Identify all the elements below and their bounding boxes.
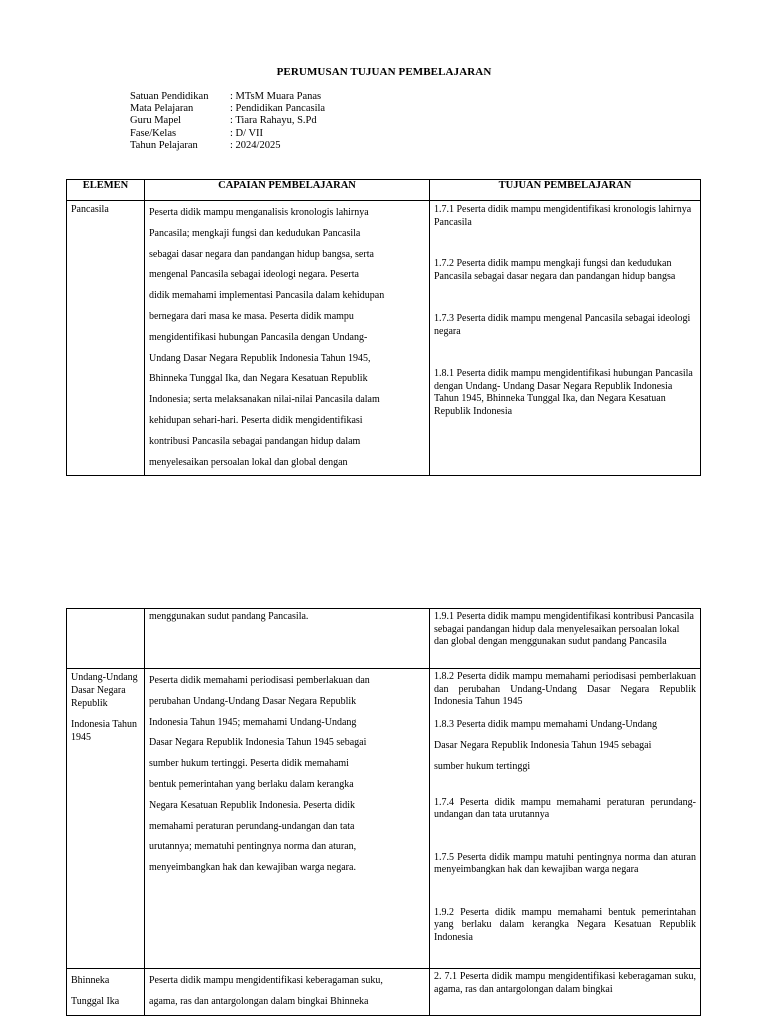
text-line: didik memahami implementasi Pancasila dalam kehidupan xyxy=(149,290,385,302)
info-label: Tahun Pelajaran xyxy=(130,139,198,151)
text-line: Negara Kesatuan Republik Indonesia. Peserta didik xyxy=(149,799,356,811)
info-row-tahun xyxy=(130,140,325,152)
text-line: agama, ras dan antargolongan dalam bingkai Bhinneka xyxy=(149,995,369,1007)
text-line: sumber hukum tertinggi. Peserta didik memahami xyxy=(149,758,349,770)
text-line: Peserta didik mampu menganalisis kronologis lahirnya xyxy=(149,207,369,218)
info-row-fase xyxy=(130,128,325,140)
text-line: menyeimbangkan hak dan kewajiban warga negara. xyxy=(149,862,356,874)
text-line: Dasar Negara Republik Indonesia Tahun 1945 sebagai xyxy=(149,737,367,749)
document-info xyxy=(130,91,325,152)
text-line: Tunggal Ika xyxy=(71,995,120,1007)
element-cell xyxy=(67,201,145,476)
text-line: bentuk pemerintahan yang berlaku dalam kerangka xyxy=(149,778,354,790)
tujuan-cell xyxy=(430,201,701,476)
tujuan-cell xyxy=(430,969,701,1016)
learning-goals-table-1 xyxy=(66,179,701,476)
learning-goals-table-2 xyxy=(66,608,701,1016)
info-value: : MTsM Muara Panas xyxy=(230,91,322,102)
element-text: Undang-Undang Dasar Negara Republik xyxy=(71,672,138,709)
header-tujuan: TUJUAN PEMBELAJARAN xyxy=(430,180,701,201)
table-row xyxy=(67,669,701,969)
capaian-cell xyxy=(145,609,430,669)
info-label: Fase/Kelas xyxy=(130,127,177,139)
goal-1-8-3 xyxy=(434,714,696,777)
text-line: memahami peraturan perundang-undangan dan tata xyxy=(149,820,355,832)
element-text xyxy=(71,971,140,1013)
info-value: : D/ VII xyxy=(230,127,264,139)
table-row xyxy=(67,201,701,476)
element-text: Indonesia Tahun 1945 xyxy=(71,719,138,743)
text-line: Peserta didik memahami periodisasi pemberlakuan dan xyxy=(149,675,370,686)
text-line: Dasar Negara Republik Indonesia Tahun 1945 sebagai xyxy=(434,739,652,751)
element-cell xyxy=(67,669,145,969)
capaian-text xyxy=(149,971,425,1013)
info-value: : Pendidikan Pancasila xyxy=(230,103,326,115)
text-line: kehidupan sehari-hari. Peserta didik mengidentifikasi xyxy=(149,414,363,426)
text-line: Peserta didik mampu mengidentifikasi keberagaman suku, xyxy=(149,975,383,986)
element-cell xyxy=(67,609,145,669)
table-row xyxy=(67,969,701,1016)
table-row xyxy=(67,609,701,669)
info-value: : 2024/2025 xyxy=(230,139,281,151)
info-row-guru xyxy=(130,115,325,127)
goal-1-7-1: 1.7.1 Peserta didik mampu mengidentifikasi kronologis lahirnya Pancasila xyxy=(434,204,692,228)
capaian-cell xyxy=(145,669,430,969)
info-row-mapel xyxy=(130,103,325,115)
text-line: kontribusi Pancasila sebagai pandangan hidup dalam xyxy=(149,435,361,447)
capaian-text xyxy=(149,203,425,473)
header-elemen: ELEMEN xyxy=(67,180,145,201)
text-line: Indonesia; serta melaksanakan nilai-nilai Pancasila dalam xyxy=(149,394,380,406)
text-line: mengenal Pancasila sebagai ideologi negara. Peserta xyxy=(149,269,359,281)
element-text: Pancasila xyxy=(71,204,109,215)
text-line: sumber hukum tertinggi xyxy=(434,760,531,772)
text-line: perubahan Undang-Undang Dasar Negara Republik xyxy=(149,695,357,707)
text-line: sebagai dasar negara dan pandangan hidup bangsa, serta xyxy=(149,248,374,260)
goal-1-8-1: 1.8.1 Peserta didik mampu mengidentifikasi hubungan Pancasila dengan Undang- Undang Dasar Negara Republik Indonesia Tahun 1945, Bhinneka Tunggal Ika, dan Negara Kesatuan Republik Indonesia xyxy=(434,368,693,417)
tujuan-cell xyxy=(430,609,701,669)
text-line: menyelesaikan persoalan lokal dan global dengan xyxy=(149,456,348,468)
text-line: urutannya; mematuhi pentingnya norma dan aturan, xyxy=(149,841,357,853)
goal-1-7-3: 1.7.3 Peserta didik mampu mengenal Pancasila sebagai ideologi negara xyxy=(434,313,691,337)
text-line: 1.8.3 Peserta didik mampu memahami Undang-Undang xyxy=(434,718,658,730)
capaian-text xyxy=(149,671,425,879)
text-line: mengidentifikasi hubungan Pancasila dengan Undang- xyxy=(149,331,368,343)
goal-1-9-1: 1.9.1 Peserta didik mampu mengidentifikasi kontribusi Pancasila sebagai pandangan hidup dala menyelesaikan persoalan lokal dan global dengan menggunakan sudut pandang Pancasila xyxy=(434,611,694,647)
text-line: bernegara dari masa ke masa. Peserta didik mampu xyxy=(149,310,354,322)
goal-1-7-5: 1.7.5 Peserta didik mampu matuhi pentingnya norma dan aturan menyeimbangkan hak dan kewajiban warga negara xyxy=(434,851,696,875)
goal-2-7-1: 2. 7.1 Peserta didik mampu mengidentifikasi keberagaman suku, agama, ras dan antargolongan dalam bingkai xyxy=(434,971,696,995)
goal-1-7-2: 1.7.2 Peserta didik mampu mengkaji fungsi dan kedudukan Pancasila sebagai dasar negara dan pandangan hidup bangsa xyxy=(434,258,676,282)
info-value: : Tiara Rahayu, S.Pd xyxy=(230,115,317,127)
element-cell xyxy=(67,969,145,1016)
text-line: Undang Dasar Negara Republik Indonesia Tahun 1945, xyxy=(149,352,371,364)
capaian-cell xyxy=(145,201,430,476)
tujuan-cell xyxy=(430,669,701,969)
text-line: Indonesia Tahun 1945; memahami Undang-Undang xyxy=(149,716,357,728)
info-label: Guru Mapel xyxy=(130,115,182,127)
header-capaian: CAPAIAN PEMBELAJARAN xyxy=(145,180,430,201)
goal-1-8-2: 1.8.2 Peserta didik mampu memahami periodisasi pemberlakuan dan perubahan Undang-Undang Dasar Negara Republik Indonesia Tahun 1945 xyxy=(434,671,696,707)
text-line: Bhinneka xyxy=(71,975,110,986)
text-line: Bhinneka Tunggal Ika, dan Negara Kesatuan Republik xyxy=(149,373,368,385)
text-line: Pancasila; mengkaji fungsi dan kedudukan Pancasila xyxy=(149,227,361,239)
info-row-satuan xyxy=(130,91,325,103)
goal-1-9-2: 1.9.2 Peserta didik mampu memahami bentuk pemerintahan yang berlaku dalam kerangka Negara Kesatuan Republik Indonesia xyxy=(434,906,696,943)
info-label: Satuan Pendidikan xyxy=(130,91,209,102)
goal-1-7-4: 1.7.4 Peserta didik mampu memahami peraturan perundang-undangan dan tata urutannya xyxy=(434,796,696,820)
table-header-row xyxy=(67,180,701,201)
page-title: PERUMUSAN TUJUAN PEMBELAJARAN xyxy=(276,66,492,78)
capaian-text: menggunakan sudut pandang Pancasila. xyxy=(149,611,309,622)
info-label: Mata Pelajaran xyxy=(130,103,194,115)
capaian-cell xyxy=(145,969,430,1016)
